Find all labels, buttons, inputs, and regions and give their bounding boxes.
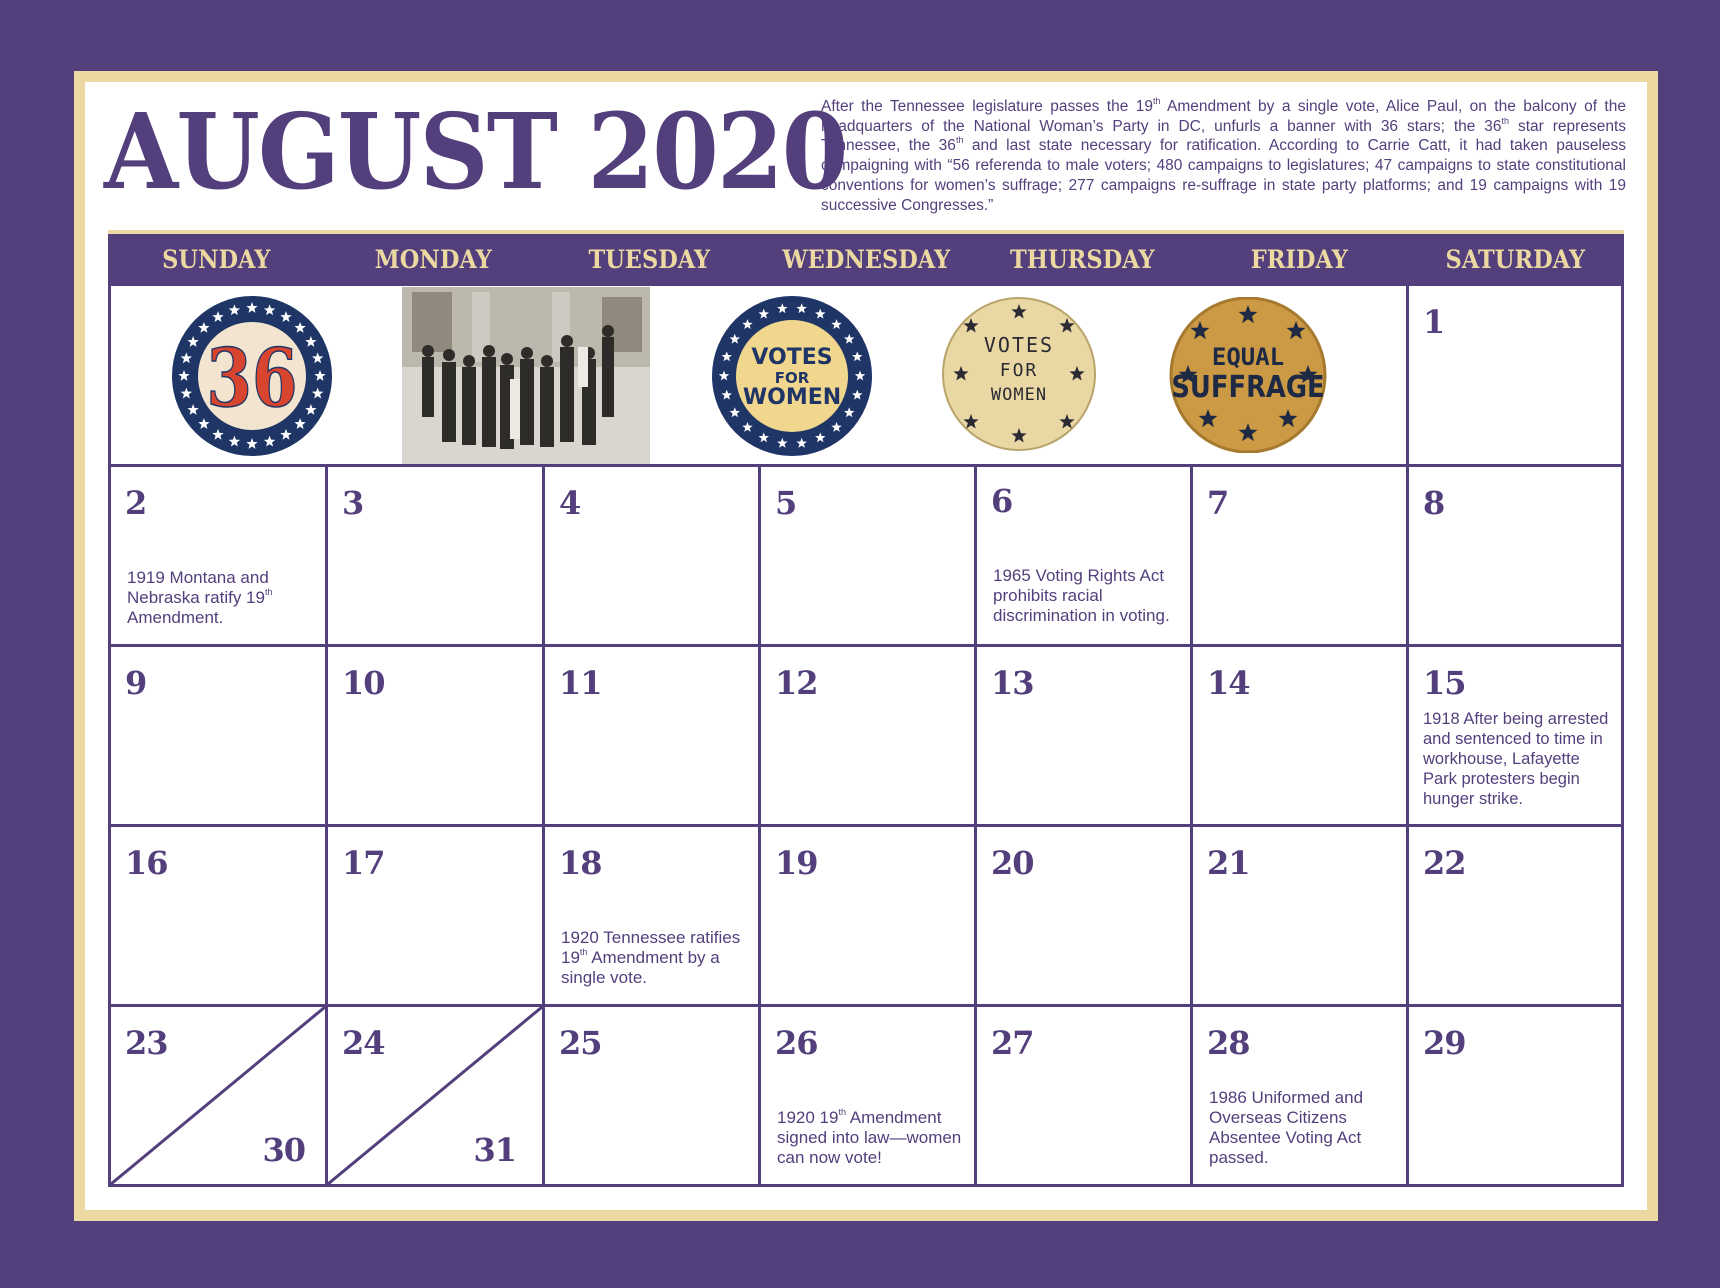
weekday-saturday: SATURDAY: [1446, 245, 1586, 274]
day-number: 23: [125, 1024, 168, 1062]
day-number: 10: [342, 664, 385, 702]
day-number: 9: [125, 664, 147, 702]
votes1-line3: WOMEN: [742, 385, 842, 410]
day-number: 21: [1207, 844, 1250, 882]
day-cell-9[interactable]: [108, 644, 328, 827]
day-cell-15[interactable]: [1406, 644, 1624, 827]
day-cell-5[interactable]: [758, 464, 977, 647]
day-number: 11: [559, 664, 602, 702]
day-cell-11[interactable]: [542, 644, 761, 827]
day-cell-6[interactable]: [974, 464, 1193, 647]
equal-line2: SUFFRAGE: [1171, 369, 1325, 405]
day-number: 20: [991, 844, 1034, 882]
day-number: 25: [559, 1024, 602, 1062]
votes1-line1: VOTES: [751, 345, 833, 370]
intro-superscript: th: [955, 135, 964, 146]
intro-fragment: After the Tennessee legislature passes the 19: [821, 98, 1153, 115]
day-cell-29[interactable]: [1406, 1004, 1624, 1187]
day-cell-2[interactable]: [108, 464, 328, 647]
day-event: 1919 Montana and Nebraska ratify 19th Amendment.: [127, 568, 273, 627]
votes2-line1: VOTES: [983, 333, 1055, 357]
day-event: 1918 After being arrested and sentenced to time in workhouse, Lafayette Park protesters begin hunger strike.: [1423, 710, 1609, 808]
day-number: 3: [342, 484, 364, 522]
day-event: 1920 Tennessee ratifies 19th Amendment by a single vote.: [561, 928, 741, 987]
day-number: 15: [1423, 664, 1466, 702]
weekday-monday: MONDAY: [374, 245, 492, 274]
day-number: 27: [991, 1024, 1034, 1062]
weekday-header: [108, 234, 1624, 286]
day-number: 14: [1207, 664, 1250, 702]
day-cell-7[interactable]: [1190, 464, 1409, 647]
day-cell-4[interactable]: [542, 464, 761, 647]
weekday-tuesday: TUESDAY: [588, 245, 711, 274]
day-event: 1920 19th Amendment signed into law—women can now vote!: [777, 1107, 962, 1167]
day-number: 22: [1423, 844, 1466, 882]
day-cell-19[interactable]: [758, 824, 977, 1007]
day-number: 26: [775, 1024, 818, 1062]
badge-36-text: 36: [206, 331, 298, 426]
day-cell-25[interactable]: [542, 1004, 761, 1187]
equal-suffrage-icon: [1168, 297, 1328, 453]
votes-for-women-blue-icon: [710, 294, 874, 458]
weekday-sunday: SUNDAY: [162, 245, 271, 274]
day-number: 8: [1423, 484, 1445, 522]
day-cell-8[interactable]: [1406, 464, 1624, 647]
intro-fragment: Amendment by a single vote, Alice Paul, on the balcony of the headquarters of the National Woman’s Party in DC, unfurls a banner with 36 stars; the 36: [821, 98, 1626, 135]
weekday-wednesday: WEDNESDAY: [782, 245, 950, 274]
day-cell-12[interactable]: [758, 644, 977, 827]
day-cell-3[interactable]: [325, 464, 545, 647]
day-number: 7: [1207, 484, 1229, 522]
suffragist-group-photo: [402, 287, 650, 464]
day-number: 5: [775, 484, 797, 522]
day-number: 2: [125, 484, 147, 522]
day-cell-23-30[interactable]: [108, 1004, 328, 1187]
day-number: 28: [1207, 1024, 1250, 1062]
day-number: 12: [775, 664, 818, 702]
equal-line1: EQUAL: [1211, 343, 1285, 371]
day-cell-28[interactable]: [1190, 1004, 1409, 1187]
day-cell-17[interactable]: [325, 824, 545, 1007]
day-number: 24: [342, 1024, 385, 1062]
day-number-second: 30: [262, 1131, 305, 1169]
page-title: AUGUST 2020: [104, 90, 847, 213]
day-number: 29: [1423, 1024, 1466, 1062]
intro-superscript: th: [1152, 96, 1161, 106]
day-number-second: 31: [473, 1131, 516, 1169]
day-cell-24-31[interactable]: [325, 1004, 545, 1187]
votes1-line2: FOR: [774, 369, 810, 387]
day-cell-27[interactable]: [974, 1004, 1193, 1187]
day-cell-21[interactable]: [1190, 824, 1409, 1007]
day-cell-14[interactable]: [1190, 644, 1409, 827]
day-cell-18[interactable]: [542, 824, 761, 1007]
day-event: 1986 Uniformed and Overseas Citizens Absentee Voting Act passed.: [1209, 1088, 1364, 1167]
day-number: 4: [559, 484, 581, 522]
votes2-line3: WOMEN: [990, 385, 1048, 405]
weekday-thursday: THURSDAY: [1010, 245, 1155, 274]
intro-fragment: star represents Tennessee, the 36: [821, 117, 1626, 155]
day-cell-22[interactable]: [1406, 824, 1624, 1007]
intro-fragment: and last state necessary for ratification. According to Carrie Catt, it had taken pauseless campaigning with “56 referenda to male voters; 480 campaigns to legislatures; 47 campaigns to state constitutional conventions for women’s suffrage; 277 campaigns re-suffrage in state party platforms; and 19 campaigns with 19 successive Congresses.”: [821, 137, 1626, 214]
day-cell-16[interactable]: [108, 824, 328, 1007]
day-number: 13: [991, 664, 1034, 702]
day-number: 19: [775, 844, 818, 882]
intro-superscript: th: [1501, 115, 1510, 126]
intro-text: [821, 97, 1626, 215]
day-cell-1[interactable]: [1406, 283, 1624, 467]
day-cell-26[interactable]: [758, 1004, 977, 1187]
day-cell-10[interactable]: [325, 644, 545, 827]
day-number: 16: [125, 844, 168, 882]
votes-for-women-cream-icon: [941, 296, 1097, 452]
votes2-line2: FOR: [999, 360, 1039, 381]
day-number: 17: [342, 844, 385, 882]
weekday-friday: FRIDAY: [1250, 245, 1348, 274]
day-cell-20[interactable]: [974, 824, 1193, 1007]
day-cell-13[interactable]: [974, 644, 1193, 827]
day-event: 1965 Voting Rights Act prohibits racial discrimination in voting.: [993, 566, 1170, 625]
day-number: 18: [559, 844, 602, 882]
badge-36-icon: [170, 294, 334, 458]
day-number: 6: [991, 482, 1013, 520]
day-number: 1: [1423, 303, 1445, 341]
